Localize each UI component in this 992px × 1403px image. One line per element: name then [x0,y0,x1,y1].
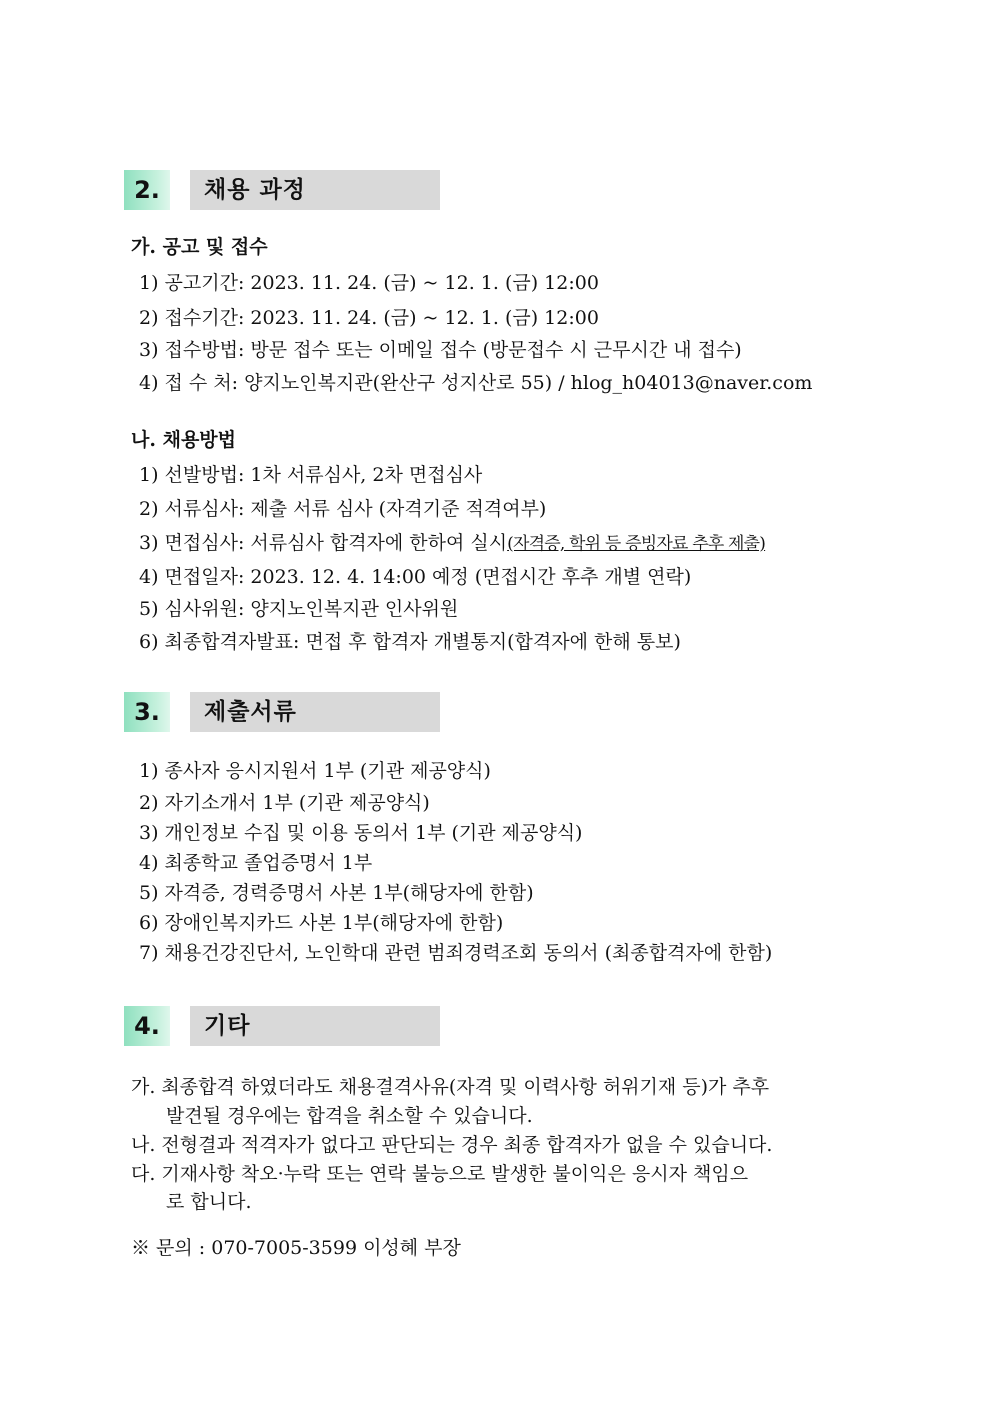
document-item: 1) 종사자 응시지원서 1부 (기관 제공양식) [139,760,491,782]
method-item-text: 3) 면접심사: 서류심사 합격자에 한하여 실시 [139,532,508,554]
underlined-note: (자격증, 학위 등 증빙자료 추후 제출) [507,534,766,554]
section-3-title: 제출서류 [190,692,440,732]
method-item: 6) 최종합격자발표: 면접 후 합격자 개별통지(합격자에 한해 통보) [139,631,681,653]
document-item: 3) 개인정보 수집 및 이용 동의서 1부 (기관 제공양식) [139,822,583,844]
announcement-item: 1) 공고기간: 2023. 11. 24. (금) ~ 12. 1. (금) 12:00 [139,272,599,294]
method-item: 2) 서류심사: 제출 서류 심사 (자격기준 적격여부) [139,498,547,520]
method-item: 4) 면접일자: 2023. 12. 4. 14:00 예정 (면접시간 후추 개별 연락) [139,566,692,588]
etc-item: 다. 기재사항 착오·누락 또는 연락 불능으로 발생한 불이익은 응시자 책임으 [131,1163,749,1185]
method-item [139,530,765,557]
announcement-item: 4) 접 수 처: 양지노인복지관(완산구 성지산로 55) / hlog_h04013@naver.com [139,372,813,394]
document-item: 7) 채용건강진단서, 노인학대 관련 범죄경력조회 동의서 (최종합격자에 한함) [139,942,773,964]
section-4-header [124,1006,440,1046]
section-2-header [124,170,440,210]
section-4-number: 4. [124,1006,170,1046]
method-item: 1) 선발방법: 1차 서류심사, 2차 면접심사 [139,464,483,486]
document-item: 2) 자기소개서 1부 (기관 제공양식) [139,792,430,814]
subheading-method: 나. 채용방법 [131,429,236,451]
method-item: 5) 심사위원: 양지노인복지관 인사위원 [139,598,459,620]
contact-info: ※ 문의 : 070-7005-3599 이성혜 부장 [131,1237,461,1259]
announcement-item: 3) 접수방법: 방문 접수 또는 이메일 접수 (방문접수 시 근무시간 내 접수) [139,339,742,361]
announcement-item: 2) 접수기간: 2023. 11. 24. (금) ~ 12. 1. (금) 12:00 [139,307,599,329]
document-item: 6) 장애인복지카드 사본 1부(해당자에 한함) [139,912,504,934]
etc-item: 나. 전형결과 적격자가 없다고 판단되는 경우 최종 합격자가 없을 수 있습니다. [131,1134,773,1156]
document-item: 5) 자격증, 경력증명서 사본 1부(해당자에 한함) [139,882,534,904]
etc-item-continued: 발견될 경우에는 합격을 취소할 수 있습니다. [166,1105,533,1127]
section-2-number: 2. [124,170,170,210]
etc-item-continued: 로 합니다. [166,1191,252,1213]
section-4-title: 기타 [190,1006,440,1046]
subheading-announcement: 가. 공고 및 접수 [131,236,268,258]
document-item: 4) 최종학교 졸업증명서 1부 [139,852,373,874]
section-3-header [124,692,440,732]
etc-item: 가. 최종합격 하였더라도 채용결격사유(자격 및 이력사항 허위기재 등)가 추후 [131,1076,770,1098]
section-3-number: 3. [124,692,170,732]
section-2-title: 채용 과정 [190,170,440,210]
